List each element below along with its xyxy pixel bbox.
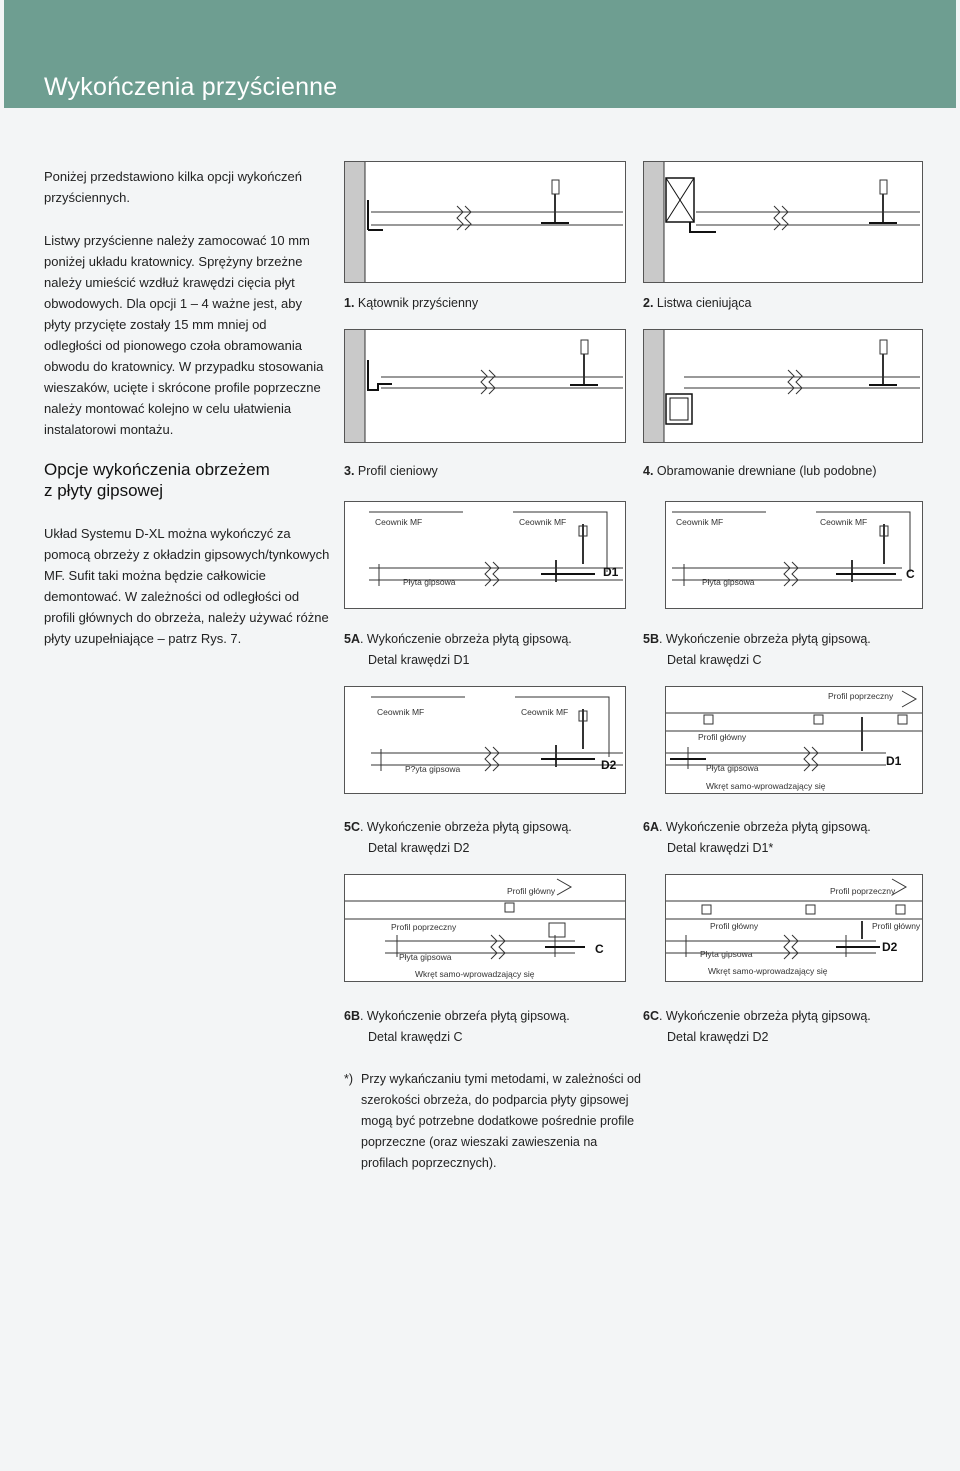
caption-6b-number: 6B	[344, 1009, 360, 1023]
label-profil-glowny-1: Profil główny	[710, 921, 759, 931]
caption-5c-text: . Wykończenie obrzeża płytą gipsową.	[359, 820, 572, 834]
diagram-4-wooden-frame	[643, 329, 923, 443]
caption-5c-line2: Detal krawędzi D2	[368, 841, 470, 855]
caption-5a-text: . Wykończenie obrzeża płytą gipsową.	[359, 632, 572, 646]
caption-5a-line2: Detal krawędzi D1	[368, 653, 470, 667]
caption-2-text: Listwa cieniująca	[653, 296, 752, 310]
footnote	[344, 1069, 644, 1174]
caption-6c-number: 6C	[643, 1009, 659, 1023]
diagram-1-wall-angle	[344, 161, 626, 283]
label-plyta: Płyta gipsowa	[706, 763, 759, 773]
intro-text-2	[44, 230, 326, 440]
caption-4-text: Obramowanie drewniane (lub podobne)	[653, 464, 877, 478]
caption-6a	[643, 817, 871, 859]
caption-2	[643, 293, 751, 314]
footnote-text: Przy wykańczaniu tymi metodami, w zależności od szerokości obrzeża, do podparcia płyty gipsowej mogą być potrzebne dodatkowe pośrednie profile poprzeczne (oraz wieszaki zawieszenia na profilach poprzecznych).	[361, 1072, 641, 1170]
label-profil-glowny: Profil główny	[698, 732, 747, 742]
label-profil-glowny-2: Profil główny	[872, 921, 921, 931]
intro-text	[44, 166, 326, 208]
diagram-5c	[344, 686, 626, 794]
caption-2-number: 2.	[643, 296, 654, 310]
caption-6c-text: . Wykończenie obrzeża płytą gipsową.	[658, 1009, 871, 1023]
label-d1: D1	[886, 754, 902, 768]
diagram-5b	[665, 501, 923, 609]
section-paragraph: Układ Systemu D-XL można wykończyć za pomocą obrzeży z okładzin gipsowych/tynkowych MF. Sufit taki można będzie całkowicie demontować. W zależności od odległości od profili głównych do obrzeża, należy używać różne płyty uzupełniające – patrz Rys. 7.	[44, 526, 330, 646]
label-plyta: Płyta gipsowa	[700, 949, 753, 959]
diagram-6c	[665, 874, 923, 982]
caption-3	[344, 461, 438, 482]
caption-5a	[344, 629, 572, 671]
section-heading	[44, 459, 326, 501]
caption-6c-line2: Detal krawędzi D2	[667, 1030, 769, 1044]
label-wkret: Wkręt samo-wprowadzający się	[708, 966, 828, 976]
caption-5b-number: 5B	[643, 632, 659, 646]
caption-5c	[344, 817, 572, 859]
diagram-6b-drawing	[345, 875, 625, 981]
caption-5b-line2: Detal krawędzi C	[667, 653, 762, 667]
section-heading-line-1: Opcje wykończenia obrzeżem	[44, 460, 270, 479]
section-text	[44, 523, 330, 649]
caption-5b	[643, 629, 871, 671]
label-wkret: Wkręt samo-wprowadzający się	[415, 969, 535, 979]
caption-5b-text: . Wykończenie obrzeża płytą gipsową.	[658, 632, 871, 646]
caption-6b-line2: Detal krawędzi C	[368, 1030, 463, 1044]
label-ceownik-2: Ceownik MF	[519, 517, 567, 527]
diagram-3-drawing	[345, 330, 625, 442]
diagram-3-shadow-profile	[344, 329, 626, 443]
label-c: C	[595, 942, 604, 956]
caption-3-text: Profil cieniowy	[354, 464, 438, 478]
label-ceownik-1: Ceownik MF	[375, 517, 423, 527]
label-profil-poprzeczny: Profil poprzeczny	[830, 886, 896, 896]
diagram-2-shadow-strip	[643, 161, 923, 283]
label-c: C	[906, 567, 915, 581]
label-plyta: P?yta gipsowa	[405, 764, 461, 774]
diagram-4-drawing	[644, 330, 922, 442]
caption-4-number: 4.	[643, 464, 654, 478]
label-profil-poprzeczny: Profil poprzeczny	[391, 922, 457, 932]
diagram-6b	[344, 874, 626, 982]
label-ceownik-1: Ceownik MF	[377, 707, 425, 717]
diagram-1-drawing	[345, 162, 625, 282]
section-heading-line-2: z płyty gipsowej	[44, 481, 164, 500]
caption-6b-text: . Wykończenie obrzeŕa płytą gipsową.	[359, 1009, 570, 1023]
caption-1-text: Kątownik przyścienny	[354, 296, 479, 310]
label-ceownik-2: Ceownik MF	[521, 707, 569, 717]
page-title: Wykończenia przyścienne	[44, 73, 338, 101]
label-d2: D2	[601, 758, 617, 772]
label-ceownik-1: Ceownik MF	[676, 517, 724, 527]
caption-6b	[344, 1006, 570, 1048]
label-wkret: Wkręt samo-wprowadzający się	[706, 781, 826, 791]
caption-5a-number: 5A	[344, 632, 360, 646]
caption-4	[643, 461, 877, 482]
caption-6c	[643, 1006, 871, 1048]
caption-1-number: 1.	[344, 296, 355, 310]
label-plyta: Płyta gipsowa	[702, 577, 755, 587]
caption-6a-number: 6A	[643, 820, 659, 834]
diagram-5a	[344, 501, 626, 609]
footnote-mark: *)	[344, 1072, 354, 1086]
label-profil-poprzeczny: Profil poprzeczny	[828, 691, 894, 701]
diagram-6a	[665, 686, 923, 794]
label-d1: D1	[603, 565, 619, 579]
label-d2: D2	[882, 940, 898, 954]
label-ceownik-2: Ceownik MF	[820, 517, 868, 527]
label-plyta: Płyta gipsowa	[399, 952, 452, 962]
caption-6a-text: . Wykończenie obrzeża płytą gipsową.	[658, 820, 871, 834]
caption-5c-number: 5C	[344, 820, 360, 834]
caption-3-number: 3.	[344, 464, 355, 478]
label-profil-glowny: Profil główny	[507, 886, 556, 896]
intro-paragraph-1: Poniżej przedstawiono kilka opcji wykończeń przyściennych.	[44, 169, 302, 205]
diagram-5c-drawing	[345, 687, 625, 793]
caption-6a-line2: Detal krawędzi D1*	[667, 841, 774, 855]
intro-paragraph-2: Listwy przyścienne należy zamocować 10 mm poniżej układu kratownicy. Sprężyny brzeżne należy umieścić wzdłuż krawędzi cięcia płyt obwodowych. Dla opcji 1 – 4 ważne jest, aby płyty przycięte zostały 15 mm mniej od odległości od pionowego czoła obramowania obwodu do kratownicy. W przypadku stosowania wieszaków, ucięte i skrócone profile poprzeczne należy montować kolejno w celu ułatwienia instalatorowi montażu.	[44, 233, 324, 437]
label-plyta: Płyta gipsowa	[403, 577, 456, 587]
caption-1	[344, 293, 478, 314]
diagram-2-drawing	[644, 162, 922, 282]
